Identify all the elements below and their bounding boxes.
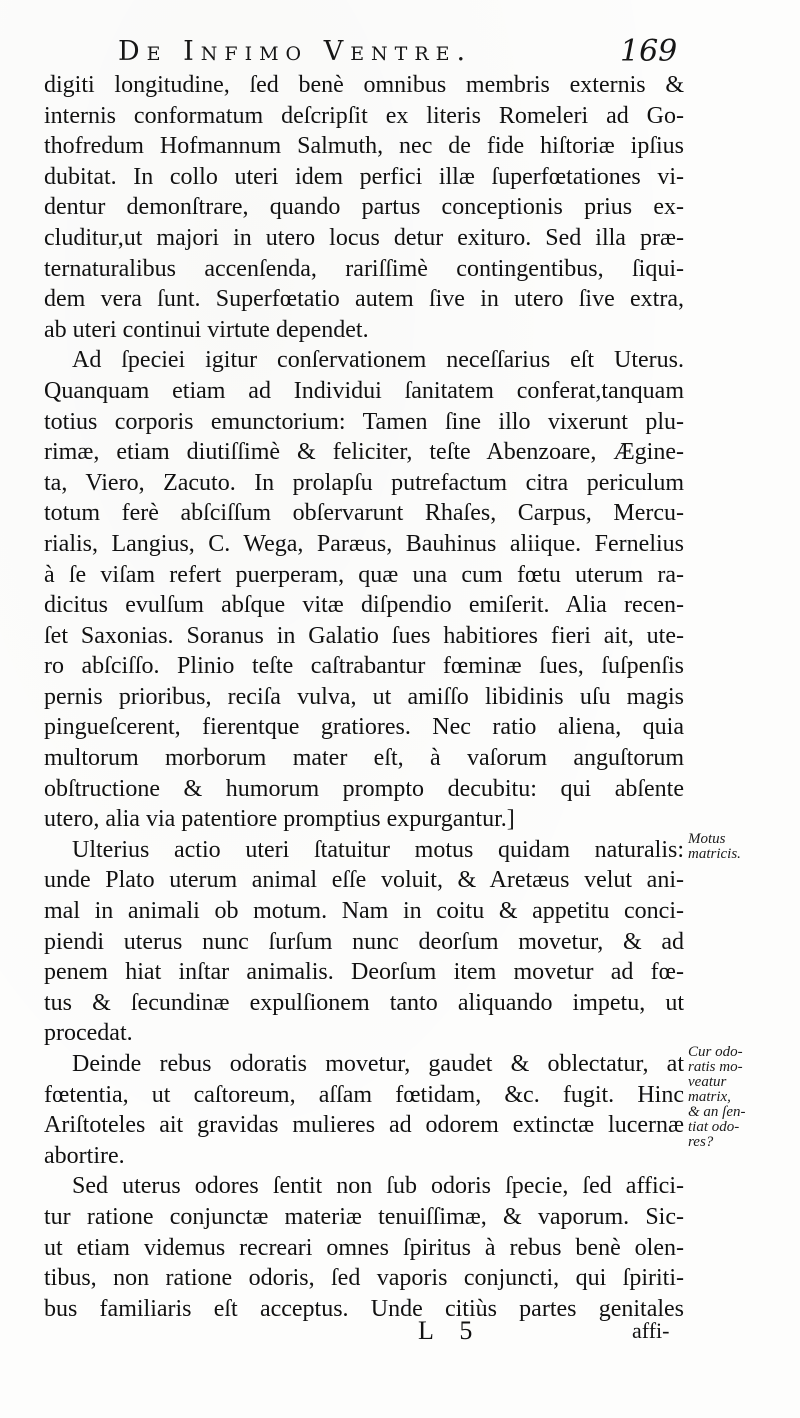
catchword: affi- <box>632 1318 670 1343</box>
text-line: à ſe viſam refert puerperam, quæ una cum fœtu uterum ra- <box>44 561 684 588</box>
text-line: rimæ, etiam diutiſſimè & feliciter, teſte Abenzoare, Ægine- <box>44 439 684 466</box>
paragraph-start-line: Ulterius actio uteri ſtatuitur motus quidam naturalis: <box>72 836 684 863</box>
margin-note-line: tiat odo- <box>688 1119 740 1135</box>
text-line: thofredum Hofmannum Salmuth, nec de fide hiſtoriæ ipſius <box>44 133 684 160</box>
text-line: cluditur,ut majori in utero locus detur exituro. Sed illa præ- <box>44 224 684 251</box>
text-line: totum ferè abſciſſum obſervarunt Rhaſes, Carpus, Mercu- <box>44 500 684 527</box>
text-line: tur ratione conjunctæ materiæ tenuiſſimæ, & vaporum. Sic- <box>44 1203 684 1230</box>
running-head <box>0 30 800 70</box>
text-line: abortire. <box>44 1142 125 1169</box>
text-line: dem vera ſunt. Superfœtatio autem ſive in utero ſive extra, <box>44 286 684 313</box>
text-line: digiti longitudine, ſed benè omnibus membris externis & <box>44 72 684 98</box>
text-line: Quanquam etiam ad Individui ſanitatem conferat,tanquam <box>44 377 684 404</box>
paragraph-start-line: Sed uterus odores ſentit non ſub odoris ſpecie, ſed affici- <box>72 1173 684 1200</box>
paragraph-start-line: Deinde rebus odoratis movetur, gaudet & oblectatur, at <box>72 1051 684 1077</box>
text-line: mal in animali ob motum. Nam in coitu & appetitu conci- <box>44 898 684 925</box>
text-line: tibus, non ratione odoris, ſed vaporis conjuncti, qui ſpiriti- <box>44 1265 684 1292</box>
text-line: procedat. <box>44 1020 133 1047</box>
margin-note-line: ratis mo- <box>688 1059 743 1075</box>
text-line: unde Plato uterum animal eſſe voluit, & Aretæus velut ani- <box>44 867 684 894</box>
text-line: pernis prioribus, reciſa vulva, ut amiſſo libidinis uſu magis <box>44 683 684 710</box>
text-line: dubitat. In collo uteri idem perfici illæ ſuperfœtationes vi- <box>44 163 684 190</box>
text-line: pingueſcerent, fierentque gratiores. Nec ratio aliena, quia <box>44 714 684 741</box>
margin-note-motus <box>688 832 741 862</box>
text-line: dicitus evulſum abſque vitæ diſpendio emiſerit. Alia recen- <box>44 592 684 619</box>
margin-note-line: & an ſen- <box>688 1104 746 1120</box>
text-line: ſet Saxonias. Soranus in Galatio ſues habitiores fieri ait, ute- <box>44 622 684 649</box>
margin-note-line: veatur <box>688 1074 727 1090</box>
page-number: 169 <box>620 34 678 69</box>
text-line: utero, alia via patentiore promptius expurgantur.] <box>44 806 515 833</box>
text-line: ro abſciſſo. Plinio teſte caſtrabantur fœminæ ſues, ſuſpenſis <box>44 653 684 680</box>
text-line: rialis, Langius, C. Wega, Paræus, Bauhinus aliique. Fernelius <box>44 530 684 557</box>
text-line: Ariſtoteles ait gravidas mulieres ad odorem extinctæ lucernæ <box>44 1112 684 1139</box>
margin-note-line: Cur odo- <box>688 1044 743 1060</box>
text-line: totius corporis emunctorium: Tamen ſine illo vixerunt plu- <box>44 408 684 435</box>
text-line: obſtructione & humorum prompto decubitu: qui abſente <box>44 775 684 802</box>
margin-note-line: matrix, <box>688 1089 731 1105</box>
text-line: ternaturalibus accenſenda, rariſſimè contingentibus, ſiqui- <box>44 255 684 282</box>
text-line: tus & ſecundinæ expulſionem tanto aliquando impetu, ut <box>44 989 684 1016</box>
paragraph-start-line: Ad ſpeciei igitur conſervationem neceſſarius eſt Uterus. <box>72 347 684 374</box>
text-line: ab uteri continui virtute dependet. <box>44 316 369 343</box>
margin-note-line: matricis. <box>688 846 741 862</box>
running-title: De Infimo Ventre. <box>118 36 473 67</box>
text-line: piendi uterus nunc ſurſum nunc deorſum movetur, & ad <box>44 928 684 955</box>
signature-mark: L 5 <box>418 1316 483 1345</box>
body-text <box>44 70 684 1324</box>
text-line: ta, Viero, Zacuto. In prolapſu putrefactum citra periculum <box>44 469 684 496</box>
text-line: fœtentia, ut caſtoreum, aſſam fœtidam, &c. fugit. Hinc <box>44 1081 684 1108</box>
text-line: multorum morborum mater eſt, à vaſorum anguſtorum <box>44 745 684 772</box>
margin-note-line: Motus <box>688 831 726 847</box>
text-line: penem hiat inſtar animalis. Deorſum item movetur ad fœ- <box>44 959 684 986</box>
text-line: dentur demonſtrare, quando partus conceptionis prius ex- <box>44 194 684 221</box>
text-line: internis conformatum deſcripſit ex literis Romeleri ad Go- <box>44 102 684 129</box>
text-line: bus familiaris eſt acceptus. Unde citiùs partes genitales <box>44 1295 684 1322</box>
margin-note-odores <box>688 1045 746 1150</box>
text-line: ut etiam videmus recreari omnes ſpiritus à rebus benè olen- <box>44 1234 684 1261</box>
margin-note-line: res? <box>688 1134 714 1150</box>
